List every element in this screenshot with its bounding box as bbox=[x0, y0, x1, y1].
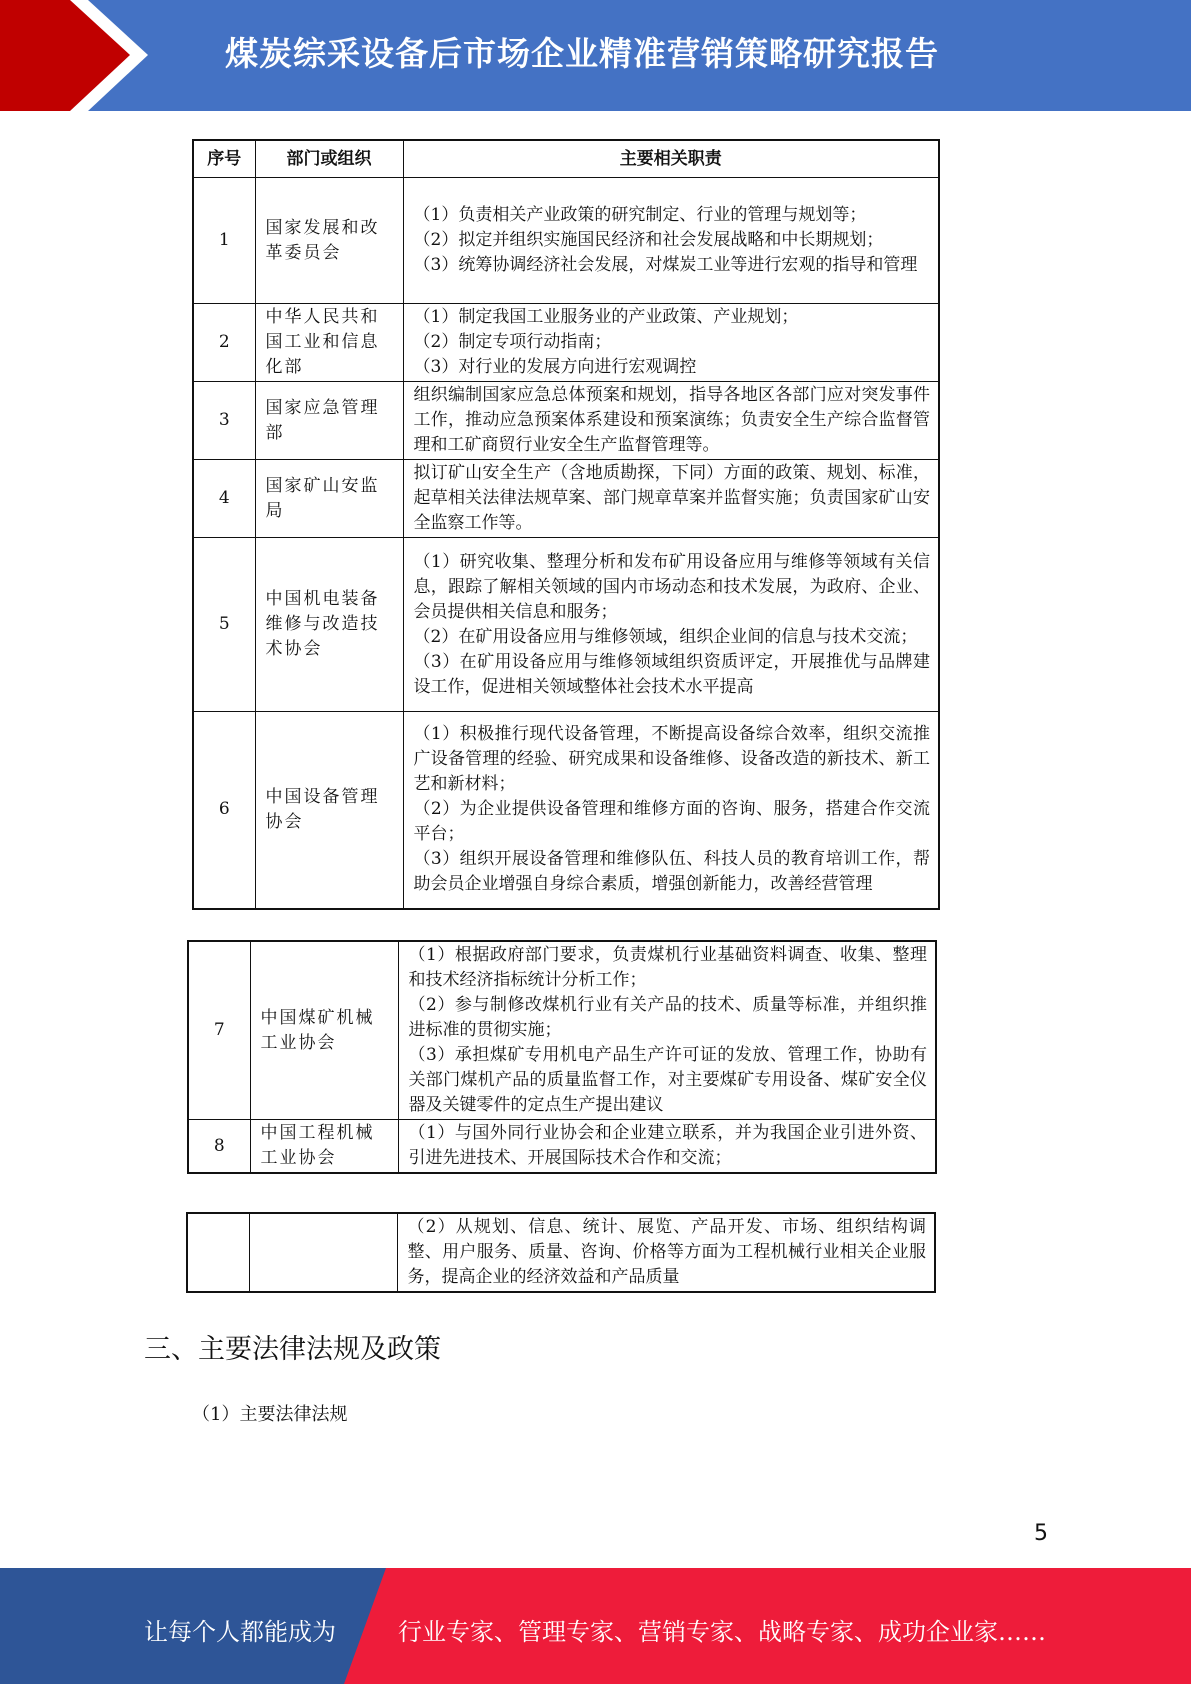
duty-table-part-2 bbox=[187, 940, 937, 1174]
row-org: 中国工程机械工业协会 bbox=[250, 1120, 398, 1174]
duty-item: （1）负责相关产业政策的研究制定、行业的管理与规划等； bbox=[413, 205, 867, 225]
row-org: 中国设备管理协会 bbox=[255, 712, 403, 909]
header-banner bbox=[0, 0, 1191, 111]
footer-banner bbox=[0, 1568, 1191, 1684]
duty-item: （3）统筹协调经济社会发展，对煤炭工业等进行宏观的指导和管理 bbox=[413, 255, 918, 275]
duty-item: （1）积极推行现代设备管理，不断提高设备综合效率，组织交流推广设备管理的经验、研究成果和设备维修、设备改造的新技术、新工艺和新材料； bbox=[413, 724, 930, 795]
duty-item: （2）拟定并组织实施国民经济和社会发展战略和中长期规划； bbox=[413, 230, 884, 250]
table-header-row bbox=[193, 140, 939, 178]
row-duty bbox=[403, 178, 939, 304]
row-no: 8 bbox=[188, 1120, 250, 1174]
header-no: 序号 bbox=[193, 140, 255, 178]
page-number: 5 bbox=[1034, 1521, 1048, 1546]
row-no: 2 bbox=[193, 304, 255, 382]
duty-item: （1）研究收集、整理分析和发布矿用设备应用与维修等领域有关信息，跟踪了解相关领域的国内市场动态和技术发展，为政府、企业、会员提供相关信息和服务； bbox=[413, 551, 930, 622]
row-org bbox=[249, 1213, 397, 1292]
table-row bbox=[193, 382, 939, 460]
row-no: 1 bbox=[193, 178, 255, 304]
row-no bbox=[187, 1213, 249, 1292]
section-heading: 三、主要法律法规及政策 bbox=[144, 1334, 441, 1365]
row-org: 国家矿山安监局 bbox=[255, 460, 403, 538]
header-arrow-decoration bbox=[0, 0, 150, 111]
footer-slogan-left: 让每个人都能成为 bbox=[144, 1618, 336, 1646]
duty-table-part-1 bbox=[192, 139, 940, 910]
row-duty bbox=[403, 538, 939, 712]
duty-item: （1）根据政府部门要求，负责煤机行业基础资料调查、收集、整理和技术经济指标统计分析工作； bbox=[408, 945, 927, 990]
duty-table-part-3 bbox=[186, 1212, 936, 1293]
table-row bbox=[193, 712, 939, 909]
row-no: 6 bbox=[193, 712, 255, 909]
table-row bbox=[188, 1120, 936, 1174]
row-org: 国家发展和改革委员会 bbox=[255, 178, 403, 304]
duty-item: （3）承担煤矿专用机电产品生产许可证的发放、管理工作，协助有关部门煤机产品的质量监督工作，对主要煤矿专用设备、煤矿安全仪器及关键零件的定点生产提出建议 bbox=[408, 1045, 927, 1115]
table-row bbox=[193, 460, 939, 538]
row-org: 国家应急管理部 bbox=[255, 382, 403, 460]
duty-item: （2）制定专项行动指南； bbox=[413, 332, 612, 352]
duty-item: （2）为企业提供设备管理和维修方面的咨询、服务，搭建合作交流平台； bbox=[413, 799, 930, 845]
row-org: 中国煤矿机械工业协会 bbox=[250, 941, 398, 1120]
row-org: 中国机电装备维修与改造技术协会 bbox=[255, 538, 403, 712]
table-row bbox=[193, 178, 939, 304]
table-row bbox=[193, 538, 939, 712]
row-no: 3 bbox=[193, 382, 255, 460]
row-duty bbox=[403, 304, 939, 382]
duty-item: （2）从规划、信息、统计、展览、产品开发、市场、组织结构调整、用户服务、质量、咨询、价格等方面为工程机械行业相关企业服务，提高企业的经济效益和产品质量 bbox=[407, 1217, 926, 1287]
duty-item: （1）与国外同行业协会和企业建立联系，并为我国企业引进外资、引进先进技术、开展国际技术合作和交流； bbox=[408, 1123, 927, 1168]
row-duty bbox=[398, 1120, 936, 1174]
table-row bbox=[193, 304, 939, 382]
row-duty bbox=[397, 1213, 935, 1292]
row-no: 5 bbox=[193, 538, 255, 712]
row-no: 7 bbox=[188, 941, 250, 1120]
subsection-heading: （1）主要法律法规 bbox=[192, 1404, 348, 1425]
row-duty bbox=[403, 382, 939, 460]
row-duty bbox=[403, 712, 939, 909]
row-duty bbox=[398, 941, 936, 1120]
duty-item: （3）在矿用设备应用与维修领域组织资质评定，开展推优与品牌建设工作，促进相关领域整体社会技术水平提高 bbox=[413, 651, 930, 697]
duty-item: （2）在矿用设备应用与维修领域，组织企业间的信息与技术交流； bbox=[413, 626, 918, 647]
footer-slogan-right: 行业专家、管理专家、营销专家、战略专家、成功企业家…… bbox=[398, 1618, 1046, 1646]
table-row bbox=[187, 1213, 935, 1292]
duty-item: （2）参与制修改煤机行业有关产品的技术、质量等标准，并组织推进标准的贯彻实施； bbox=[408, 995, 927, 1040]
table-row bbox=[188, 941, 936, 1120]
row-org: 中华人民共和国工业和信息化部 bbox=[255, 304, 403, 382]
header-duty: 主要相关职责 bbox=[403, 140, 939, 178]
duty-item: （3）组织开展设备管理和维修队伍、科技人员的教育培训工作，帮助会员企业增强自身综合素质，增强创新能力，改善经营管理 bbox=[413, 849, 930, 895]
header-org: 部门或组织 bbox=[255, 140, 403, 178]
row-no: 4 bbox=[193, 460, 255, 538]
duty-item: （3）对行业的发展方向进行宏观调控 bbox=[413, 357, 697, 377]
report-title: 煤炭综采设备后市场企业精准营销策略研究报告 bbox=[225, 34, 939, 73]
duty-item: 拟订矿山安全生产（含地质勘探，下同）方面的政策、规划、标准，起草相关法律法规草案、部门规章草案并监督实施；负责国家矿山安全监察工作等。 bbox=[413, 463, 930, 533]
row-duty bbox=[403, 460, 939, 538]
duty-item: 组织编制国家应急总体预案和规划，指导各地区各部门应对突发事件工作，推动应急预案体系建设和预案演练；负责安全生产综合监督管理和工矿商贸行业安全生产监督管理等。 bbox=[413, 385, 930, 455]
duty-item: （1）制定我国工业服务业的产业政策、产业规划； bbox=[413, 307, 799, 327]
